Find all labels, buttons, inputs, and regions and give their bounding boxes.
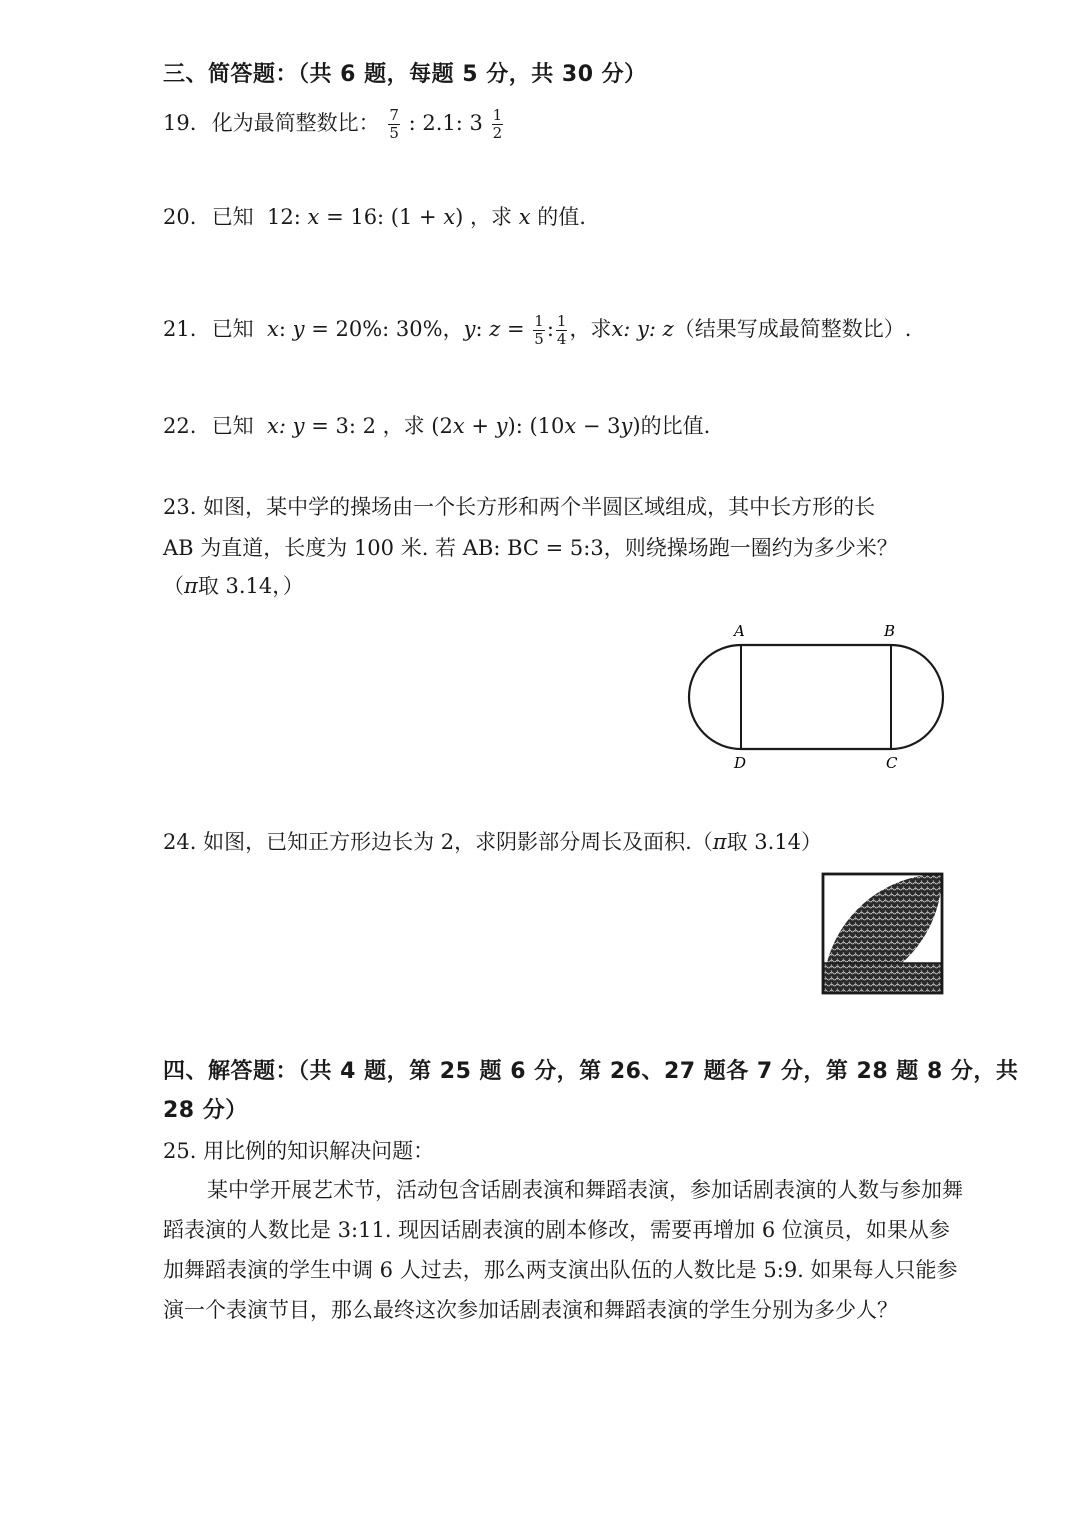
question-19-fraction-2	[492, 107, 504, 142]
equation-part: = 20%: 30%，	[304, 317, 464, 341]
section-3-title: 三、简答题：（共 6 题，每题 5 分，共 30 分）	[163, 62, 647, 87]
question-25-body: 某中学开展艺术节，活动包含话剧表演和舞蹈表演，参加话剧表演的人数与参加舞蹈表演的人数比是 3:11. 现因话剧表演的剧本修改，需要再增加 6 位演员，如果从参加舞蹈表演的学生中调 6 人过去，那么两支演出队伍的人数比是 5:9. 如果每人只能参演一个表演节目，那么最终这次参加话剧表演和舞蹈表演的学生分别为多少人？	[163, 1178, 963, 1322]
question-19-text: 化为最简整数比：	[211, 111, 380, 135]
question-19-number: 19.	[163, 111, 197, 135]
question-25-heading: 25. 用比例的知识解决问题：	[163, 1139, 435, 1163]
question-22-number: 22.	[163, 414, 197, 438]
label-a: A	[734, 622, 745, 640]
question-19-ratio: : 2.1: 3	[408, 111, 483, 135]
pi-symbol: π	[184, 574, 198, 598]
question-20-ask: ，求	[470, 205, 513, 229]
fraction-denominator: 5	[389, 124, 399, 142]
equation-part: 12:	[267, 205, 301, 229]
question-19-fraction-1	[388, 107, 400, 142]
pi-symbol: π	[712, 830, 727, 854]
question-21-prefix: 已知	[211, 317, 254, 341]
fraction-numerator: 7	[389, 106, 399, 124]
variable-x: x	[518, 205, 531, 229]
question-24-text: 24. 如图，已知正方形边长为 2，求阴影部分周长及面积.（	[163, 830, 713, 854]
question-20-number: 20.	[163, 205, 197, 229]
question-24	[163, 823, 822, 861]
track-figure	[680, 615, 955, 780]
fraction-numerator: 1	[534, 312, 544, 330]
variable-y: y	[495, 414, 508, 438]
label-d: D	[734, 754, 747, 772]
equation-part: :	[475, 317, 490, 341]
variable-x: x	[307, 205, 320, 229]
question-21-fraction-2	[556, 313, 568, 348]
variable-x: x	[452, 414, 465, 438]
equation-part: = 3: 2 ，求 (2	[304, 414, 453, 438]
pi-approx: 取 3.14，）	[197, 574, 304, 598]
section-4-title-line-1: 四、解答题：（共 4 题，第 25 题 6 分，第 26、27 题各 7 分，第 28 题 8 分，共	[163, 1059, 1019, 1084]
question-21-number: 21.	[163, 317, 197, 341]
question-23-line-2: AB 为直道，长度为 100 米. 若 AB: BC = 5:3，则绕操场跑一圈约为多少米？	[163, 536, 898, 560]
question-23-line-3	[163, 567, 304, 605]
variable-x: x	[443, 205, 456, 229]
equation-part: − 3	[576, 414, 621, 438]
equation-part: = 16: (1 +	[326, 205, 444, 229]
question-21-note: （结果写成最简整数比）.	[673, 317, 912, 341]
equation-part: :	[546, 317, 554, 341]
equation-part: )	[455, 205, 464, 229]
section-4-title-line-2: 28 分）	[163, 1098, 248, 1123]
question-20	[163, 198, 586, 236]
variable-x: x	[267, 317, 279, 341]
paren-open: （	[163, 574, 184, 598]
fraction-numerator: 1	[556, 312, 567, 330]
question-19	[163, 104, 505, 142]
question-21	[163, 310, 911, 348]
question-21-fraction-1	[533, 313, 545, 348]
equation-part: ): (10	[507, 414, 565, 438]
question-22-ask-end: )的比值.	[632, 414, 711, 438]
equation-part: =	[500, 317, 532, 341]
variable-y: y	[620, 414, 633, 438]
equation-part: +	[464, 414, 496, 438]
question-21-ask: ，求	[569, 317, 612, 341]
shaded-square-figure	[818, 868, 948, 1000]
question-21-ask-expression: x: y: z	[611, 317, 674, 341]
fraction-denominator: 2	[492, 124, 503, 142]
question-22	[163, 407, 710, 445]
label-b: B	[884, 622, 896, 640]
question-20-ask-end: 的值.	[537, 205, 586, 229]
variable-x: x	[564, 414, 577, 438]
variable-y: y	[292, 317, 305, 341]
question-22-prefix: 已知	[211, 414, 254, 438]
shaded-strip	[823, 963, 942, 993]
question-20-prefix: 已知	[211, 205, 254, 229]
fraction-denominator: 5	[534, 330, 544, 348]
label-c: C	[886, 754, 898, 772]
track-outline	[689, 645, 943, 749]
fraction-numerator: 1	[492, 106, 503, 124]
question-23-line-1: 23. 如图，某中学的操场由一个长方形和两个半圆区域组成，其中长方形的长	[163, 495, 876, 519]
variable-y: y	[463, 317, 476, 341]
equation-part: x: y	[267, 414, 305, 438]
equation-part: :	[278, 317, 293, 341]
fraction-denominator: 4	[556, 330, 567, 348]
variable-z: z	[489, 317, 501, 341]
question-24-text-end: 取 3.14）	[726, 830, 823, 854]
